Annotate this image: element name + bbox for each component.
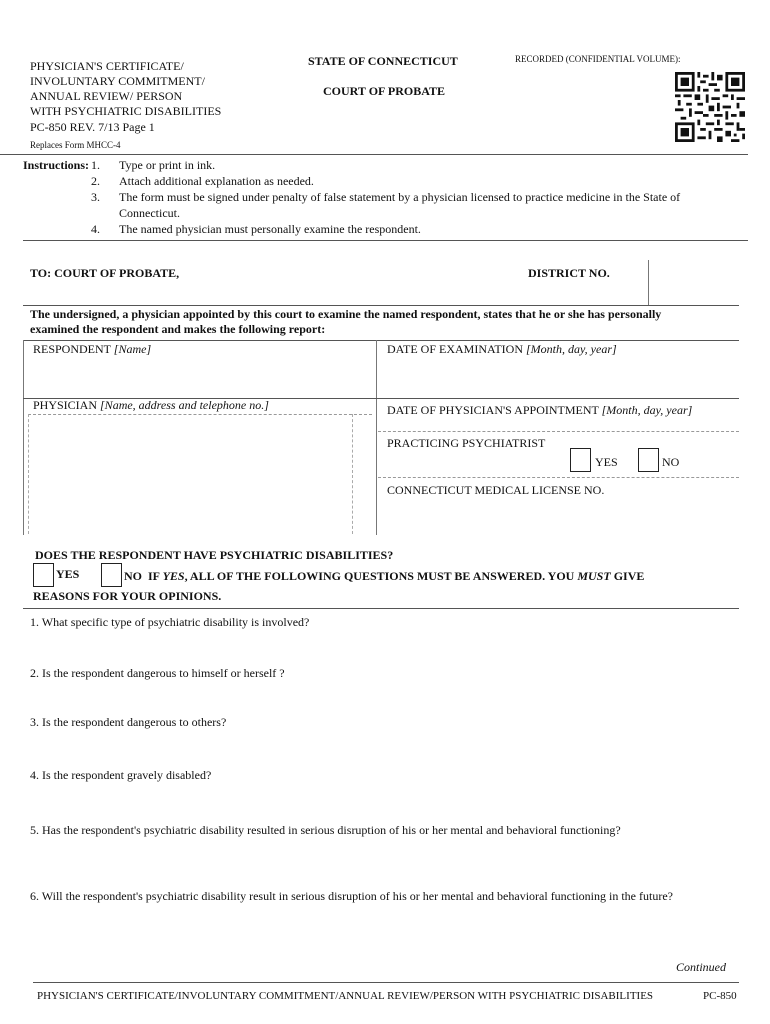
- form-title: [30, 59, 221, 119]
- question-6: 6. Will the respondent's psychiatric disability result in serious disruption of his or her mental and behavioral functioning in the future?: [30, 889, 673, 903]
- respondent-label: [33, 342, 151, 357]
- replaces-form: Replaces Form MHCC-4: [30, 140, 121, 150]
- exam-date-label-text: DATE OF EXAMINATION: [387, 342, 523, 356]
- physician-info-input[interactable]: [32, 418, 348, 530]
- must-text: MUST: [577, 569, 611, 583]
- license-label: CONNECTICUT MEDICAL LICENSE NO.: [387, 483, 605, 497]
- form-title-line-2: INVOLUNTARY COMMITMENT/: [30, 74, 205, 88]
- divider: [28, 414, 29, 534]
- divider: [23, 608, 739, 609]
- divider: [376, 340, 377, 535]
- intro-line-2: examined the respondent and makes the following report:: [30, 322, 326, 336]
- disabilities-yes-checkbox[interactable]: [33, 563, 54, 587]
- instruction-text: The form must be signed under penalty of false statement by a physician licensed to practice medicine in the State of: [119, 190, 681, 204]
- question-4: 4. Is the respondent gravely disabled?: [30, 768, 212, 782]
- psychiatrist-no-label: NO: [662, 455, 680, 469]
- instruction-number: 1.: [91, 158, 100, 172]
- form-title-line-4: WITH PSYCHIATRIC DISABILITIES: [30, 104, 222, 118]
- question-3: 3. Is the respondent dangerous to others?: [30, 715, 227, 729]
- divider: [0, 154, 748, 155]
- must-text-2: GIVE: [613, 569, 645, 583]
- divider: [378, 477, 739, 478]
- divider: [352, 414, 353, 534]
- to-court-label: TO: COURT OF PROBATE,: [30, 266, 180, 280]
- license-input[interactable]: [387, 500, 732, 530]
- answer-4-input[interactable]: [30, 785, 730, 815]
- footer-form-number: PC-850: [703, 990, 737, 1002]
- court-heading: COURT OF PROBATE: [323, 84, 446, 98]
- psychiatrist-yes-label: YES: [595, 455, 618, 469]
- footer-title: PHYSICIAN'S CERTIFICATE/INVOLUNTARY COMMITMENT/ANNUAL REVIEW/PERSON WITH PSYCHIATRIC DISABILITIES: [37, 990, 654, 1002]
- continued-label: Continued: [676, 960, 726, 974]
- disabilities-line-2: REASONS FOR YOUR OPINIONS.: [33, 589, 222, 603]
- appointment-date-label-text: DATE OF PHYSICIAN'S APPOINTMENT: [387, 403, 599, 417]
- answer-5-input[interactable]: [30, 840, 730, 880]
- appointment-date-hint: [Month, day, year]: [601, 403, 693, 417]
- physician-hint: [Name, address and telephone no.]: [100, 398, 269, 412]
- question-2: 2. Is the respondent dangerous to himself or herself ?: [30, 666, 285, 680]
- district-input[interactable]: [532, 282, 642, 300]
- instruction-text: Attach additional explanation as needed.: [119, 174, 314, 188]
- exam-date-input[interactable]: [387, 360, 732, 392]
- divider: [23, 240, 748, 241]
- disabilities-no-label: NO: [124, 569, 142, 583]
- respondent-label-text: RESPONDENT: [33, 342, 111, 356]
- instruction-number: 3.: [91, 190, 100, 204]
- qr-code-icon: [675, 72, 745, 142]
- physician-label-text: PHYSICIAN: [33, 398, 98, 412]
- divider: [23, 305, 739, 306]
- answer-6-input[interactable]: [30, 906, 730, 946]
- form-title-line-1: PHYSICIAN'S CERTIFICATE/: [30, 59, 184, 73]
- psychiatrist-yes-checkbox[interactable]: [570, 448, 591, 472]
- divider: [33, 982, 739, 983]
- instruction-text: Type or print in ink.: [119, 158, 216, 172]
- if-yes-text: YES: [162, 569, 185, 583]
- answer-2-input[interactable]: [30, 683, 730, 713]
- divider: [648, 260, 649, 305]
- if-text: IF: [148, 569, 160, 583]
- disabilities-instruction: [124, 569, 644, 584]
- exam-date-label: [387, 342, 617, 357]
- instruction-number: 4.: [91, 222, 100, 236]
- state-heading: STATE OF CONNECTICUT: [308, 54, 458, 68]
- disabilities-no-checkbox[interactable]: [101, 563, 122, 587]
- divider: [378, 431, 739, 432]
- intro-line-1: The undersigned, a physician appointed by this court to examine the named respondent, states that he or she has personally: [30, 307, 662, 321]
- divider: [28, 414, 372, 415]
- question-1: 1. What specific type of psychiatric disability is involved?: [30, 615, 310, 629]
- practicing-psychiatrist-label: PRACTICING PSYCHIATRIST: [387, 436, 546, 450]
- answer-1-input[interactable]: [30, 632, 730, 662]
- appointment-date-label: [387, 403, 692, 418]
- instruction-text: The named physician must personally examine the respondent.: [119, 222, 421, 236]
- divider: [23, 340, 24, 535]
- instructions-label: Instructions:: [23, 158, 90, 172]
- instruction-text: Connecticut.: [119, 206, 180, 220]
- disabilities-question: DOES THE RESPONDENT HAVE PSYCHIATRIC DISABILITIES?: [35, 548, 394, 562]
- recorded-label: RECORDED (CONFIDENTIAL VOLUME):: [515, 54, 681, 64]
- respondent-hint: [Name]: [113, 342, 152, 356]
- respondent-name-input[interactable]: [33, 360, 363, 392]
- question-5: 5. Has the respondent's psychiatric disability resulted in serious disruption of his or her mental and behavioral functioning?: [30, 823, 621, 837]
- district-label: DISTRICT NO.: [528, 266, 610, 280]
- form-number: PC-850 REV. 7/13 Page 1: [30, 120, 155, 134]
- disabilities-yes-label: YES: [56, 567, 80, 581]
- psychiatrist-no-checkbox[interactable]: [638, 448, 659, 472]
- divider: [23, 340, 739, 341]
- instruction-number: 2.: [91, 174, 100, 188]
- form-title-line-3: ANNUAL REVIEW/ PERSON: [30, 89, 183, 103]
- physician-label: [33, 398, 269, 413]
- answer-3-input[interactable]: [30, 732, 730, 762]
- exam-date-hint: [Month, day, year]: [526, 342, 617, 356]
- must-text-1: , ALL OF THE FOLLOWING QUESTIONS MUST BE ANSWERED. YOU: [184, 569, 575, 583]
